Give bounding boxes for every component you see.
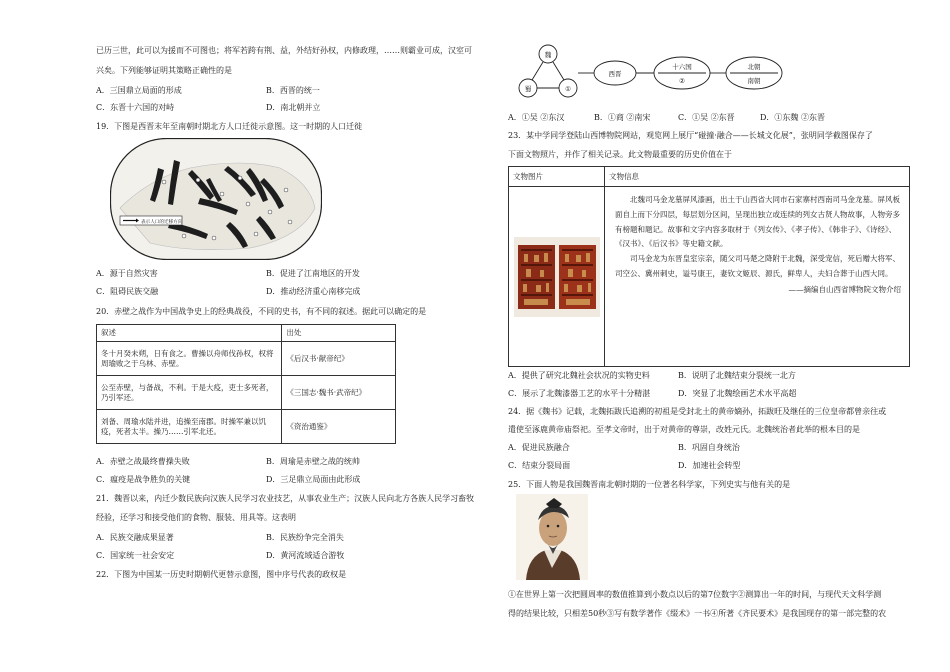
q23-option-c[interactable]: C．展示了北魏漆器工艺的水平十分精湛: [508, 389, 651, 398]
q25-stem: 25．下面人物是我国魏晋南北朝时期的一位著名科学家，下列史实与他有关的是: [508, 480, 791, 489]
q24-option-d[interactable]: D．加速社会转型: [678, 461, 741, 470]
q20-head-narration: 叙述: [97, 325, 282, 342]
q23-option-b[interactable]: B．说明了北魏结束分裂统一北方: [678, 371, 796, 380]
diagram-shu-label: 蜀: [524, 85, 532, 93]
q21-option-d[interactable]: D．黄河流域适合游牧: [266, 551, 345, 560]
q18-option-c[interactable]: C．东晋十六国的对峙: [96, 103, 175, 112]
q20-row-1-source: 《后汉书·献帝纪》: [282, 342, 396, 376]
diagram-nanchao-label: 南朝: [747, 77, 761, 85]
lacquer-screen-photo: [514, 237, 600, 317]
q25-body-line-1: ①在世界上第一次把圆周率的数值推算到小数点以后的第7位数字②测算出一年的时间，与现代天文科学测: [508, 590, 882, 599]
relic-head-info: 文物信息: [605, 167, 910, 187]
q20-row-3-source: 《资治通鉴》: [282, 410, 396, 444]
migration-map-legend: 表示人口的迁移方向: [141, 220, 183, 225]
q23-option-d[interactable]: D．突显了北魏绘画艺术水平高超: [678, 389, 797, 398]
q22-stem: 22．下图为中国某一历史时期朝代更替示意图，图中序号代表的政权是: [96, 570, 347, 579]
q21-option-a[interactable]: A．民族交融成果显著: [96, 533, 174, 542]
q24-stem-line-2: 遣使至涿鹿黄帝庙祭祀。至孝文帝时，出于对黄帝的尊崇，改姓元氏。北魏统治者此举的根本目的是: [508, 425, 860, 434]
relic-info-cell: [605, 187, 910, 367]
q21-stem-line-1: 21．魏晋以来，内迁少数民族向汉族人民学习农业技艺，从事农业生产；汉族人民向北方各族人民学习畜牧: [96, 494, 475, 503]
q22-option-a[interactable]: A．①吴 ②东汉: [508, 113, 565, 122]
q20-source-table: [96, 324, 396, 444]
q20-stem: 20．赤壁之战作为中国战争史上的经典战役，不同的史书，有不同的叙述。据此可以确定的是: [96, 307, 427, 316]
q21-option-c[interactable]: C．国家统一社会安定: [96, 551, 175, 560]
q18-intro-line-1: 已历三世，此可以为援而不可图也；将军若跨有荆、益，外结好孙权，内修政理，……则霸业可成，汉室可: [96, 46, 472, 55]
scientist-portrait: [516, 494, 588, 580]
migration-map-image: [110, 138, 322, 260]
q18-option-b[interactable]: B．西晋的统一: [266, 86, 320, 95]
q20-head-source: 出处: [282, 325, 396, 342]
diagram-circle1-label: ①: [565, 85, 571, 93]
q20-option-b[interactable]: B．周瑜是赤壁之战的统帅: [266, 457, 360, 466]
q22-option-d[interactable]: D．①东魏 ②东晋: [760, 113, 825, 122]
q24-option-b[interactable]: B．巩固自身统治: [678, 443, 740, 452]
dynasty-diagram: [508, 42, 828, 102]
relic-info-source: ——摘编自山西省博物院文物介绍: [788, 285, 901, 295]
q19-option-b[interactable]: B．促进了江南地区的开发: [266, 269, 360, 278]
q22-option-c[interactable]: C．①吴 ②东晋: [678, 113, 735, 122]
relic-head-image: 文物图片: [509, 167, 605, 187]
q20-option-c[interactable]: C．瘟疫是战争胜负的关键: [96, 475, 191, 484]
q20-option-a[interactable]: A．赤壁之战最终曹操失败: [96, 457, 190, 466]
q21-stem-line-2: 经验，还学习和接受他们的食物、服装、用具等。这表明: [96, 513, 296, 522]
q21-option-b[interactable]: B．民族纷争完全消失: [266, 533, 344, 542]
q23-stem-line-2: 下面文物照片，并作了相关记录。此文物最重要的历史价值在于: [508, 150, 732, 159]
diagram-circle2-label: ②: [679, 77, 685, 85]
q24-option-a[interactable]: A．促进民族融合: [508, 443, 570, 452]
q20-row-1-text: 冬十月癸未朔，日有食之。曹操以舟师伐孙权，权将周瑜败之于乌林、赤壁。: [97, 342, 282, 376]
relic-info-paragraph-2: 司马金龙为东晋皇室宗亲，随父司马楚之降附于北魏，深受宠信，死后赠大将军、司空公、冀州刺史，谥号康王，妻钦文姬辰、源氏，鲜卑人，夫妇合葬于山西大同。: [615, 253, 900, 278]
relic-image-cell: [509, 187, 605, 367]
q22-option-b[interactable]: B．①商 ②南宋: [594, 113, 651, 122]
q23-relic-table: [508, 166, 910, 367]
q18-option-d[interactable]: D．南北朝并立: [266, 103, 321, 112]
q20-row-2-source: 《三国志·魏书·武帝纪》: [282, 376, 396, 410]
diagram-beichao-label: 北朝: [747, 63, 761, 71]
q25-body-line-2: 得的结果比较，只相差50秒③写有数学著作《缀术》一书④所著《齐民要术》是我国现存的第一部完整的农: [508, 609, 887, 618]
diagram-shiliuguo-label: 十六国: [672, 63, 692, 71]
q19-stem: 19．下图是西晋末年至南朝时期北方人口迁徙示意图。这一时期的人口迁徙: [96, 122, 363, 131]
q20-row-2-text: 公至赤壁，与备战，不利。于是大疫，吏士多死者，乃引军还。: [97, 376, 282, 410]
q18-intro-line-2: 兴矣。下列能够证明其策略正确性的是: [96, 66, 232, 75]
q23-stem-line-1: 23．某中学同学登陆山西博物院网站，观览网上展厅“碰撞·融合——长城文化展”，张明同学截图保存了: [508, 131, 873, 140]
q18-option-a[interactable]: A．三国鼎立局面的形成: [96, 86, 182, 95]
q19-option-c[interactable]: C．阻碍民族交融: [96, 287, 159, 296]
q20-option-d[interactable]: D．三足鼎立局面由此形成: [266, 475, 361, 484]
diagram-xijin-label: 西晋: [608, 70, 622, 78]
q19-option-a[interactable]: A．源于自然灾害: [96, 269, 158, 278]
diagram-wei-label: 魏: [544, 51, 552, 59]
q23-option-a[interactable]: A．提供了研究北魏社会状况的实物史料: [508, 371, 650, 380]
relic-info-paragraph-1: 北魏司马金龙墓屏风漆画，出土于山西省大同市石家寨村西南司马金龙墓。屏风板面自上而下分四层，每层划分区间，呈现出独立或连续的列女古贤人物故事，人物旁多有榜题和题记。故事和文字内容多取材于《列女传》、《孝子传》、《韩非子》、《诗经》、《汉书》、《后汉书》等史籍文献。: [615, 195, 900, 249]
q19-option-d[interactable]: D．推动经济重心南移完成: [266, 287, 361, 296]
q24-option-c[interactable]: C．结束分裂局面: [508, 461, 571, 470]
q24-stem-line-1: 24．据《魏书》记载，北魏拓跋氏追溯的初祖是受封北土的黄帝嫡孙，拓跋旺及继任的三位皇帝都曾亲往或: [508, 407, 887, 416]
q20-row-3-text: 刘备、周瑜水陆并进，追操至南郡。时操军兼以饥疫，死者太半。操乃……引军北还。: [97, 410, 282, 444]
